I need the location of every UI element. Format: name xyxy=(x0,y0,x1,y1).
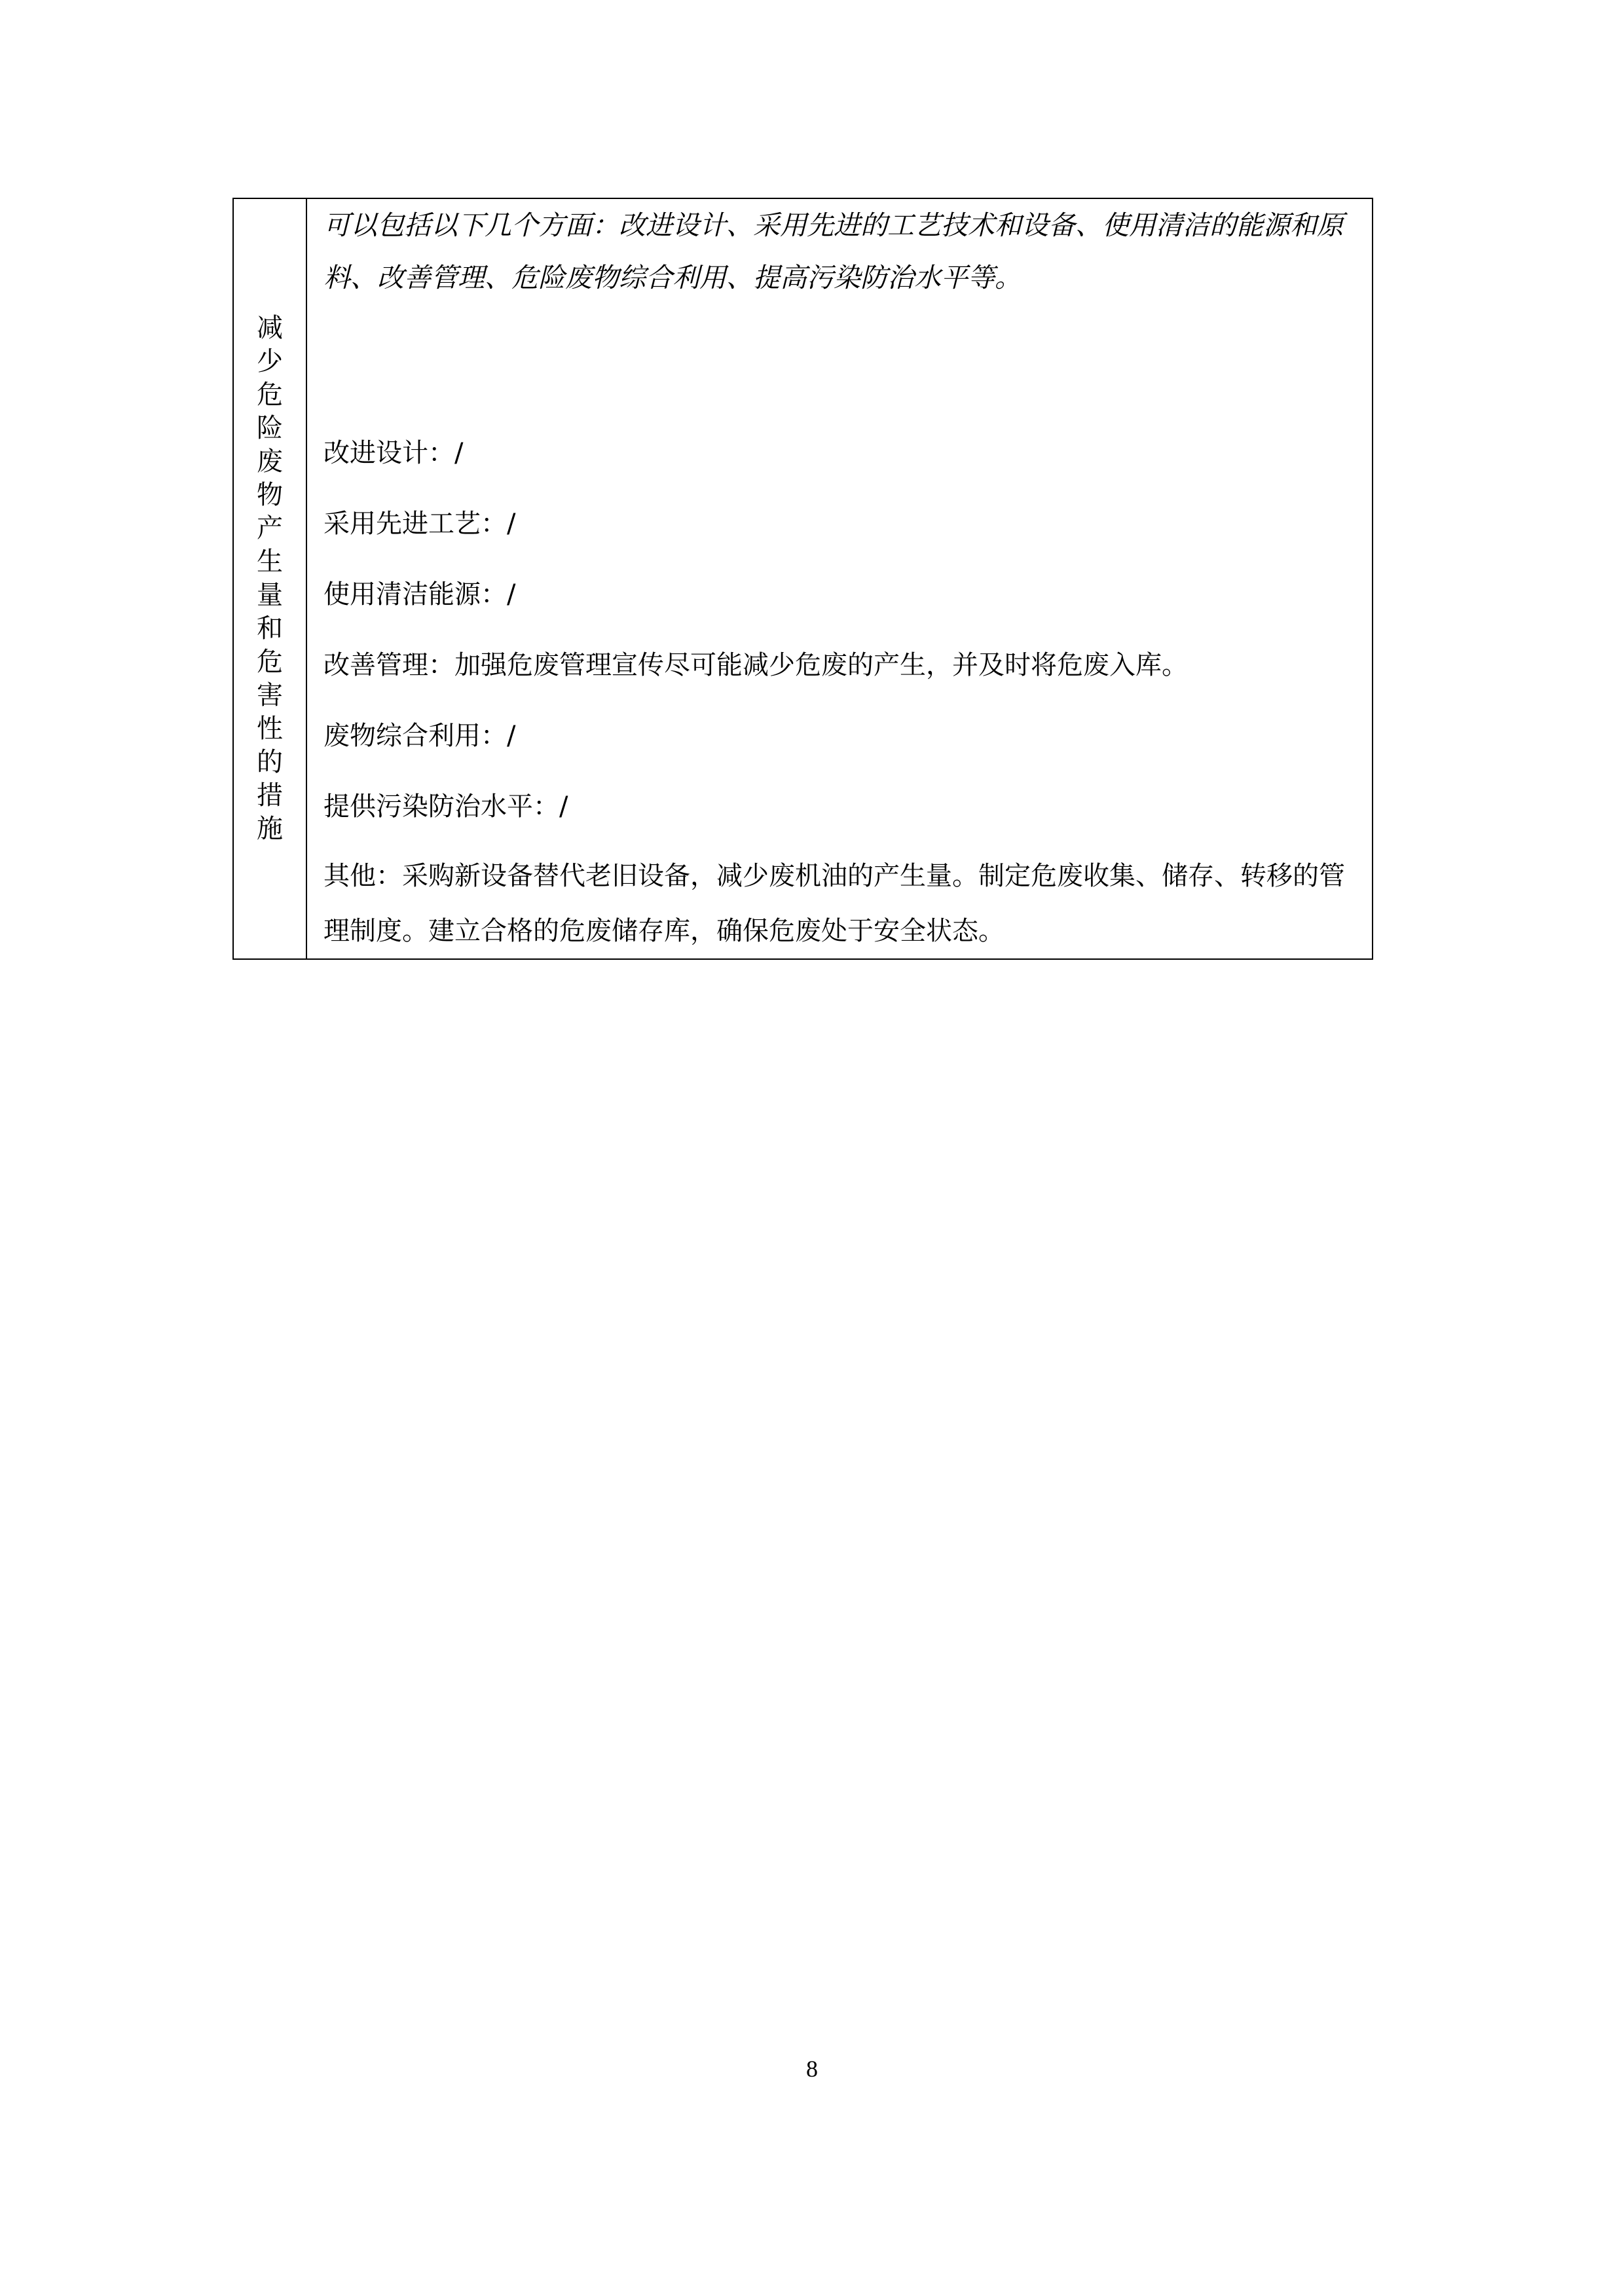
measure-other: 其他：采购新设备替代老旧设备，减少废机油的产生量。制定危废收集、储存、转移的管理制度。建立合格的危废储存库，确保危废处于安全状态。 xyxy=(323,861,1345,946)
spacer xyxy=(323,304,1357,435)
measure-process: 采用先进工艺：/ xyxy=(323,509,516,539)
measures-table xyxy=(232,198,1373,960)
measure-clean-energy: 使用清洁能源：/ xyxy=(323,579,516,610)
content-cell xyxy=(306,198,1373,959)
measure-pollution-control: 提供污染防治水平：/ xyxy=(323,792,568,822)
measure-utilization: 废物综合利用：/ xyxy=(323,721,516,751)
measure-design: 改进设计：/ xyxy=(323,438,464,468)
row-label: 减少危险废物产生量和危害性的措施 xyxy=(257,313,283,844)
row-label-cell xyxy=(233,198,306,959)
table-row xyxy=(233,198,1373,959)
measure-management: 改善管理：加强危废管理宣传尽可能减少危废的产生，并及时将危废入库。 xyxy=(323,650,1188,680)
page-number: 8 xyxy=(806,2056,818,2082)
guidance-text: 可以包括以下几个方面：改进设计、采用先进的工艺技术和设备、使用清洁的能源和原料、改善管理、危险废物综合利用、提高污染防治水平等。 xyxy=(323,210,1344,293)
content-body xyxy=(307,199,1372,958)
